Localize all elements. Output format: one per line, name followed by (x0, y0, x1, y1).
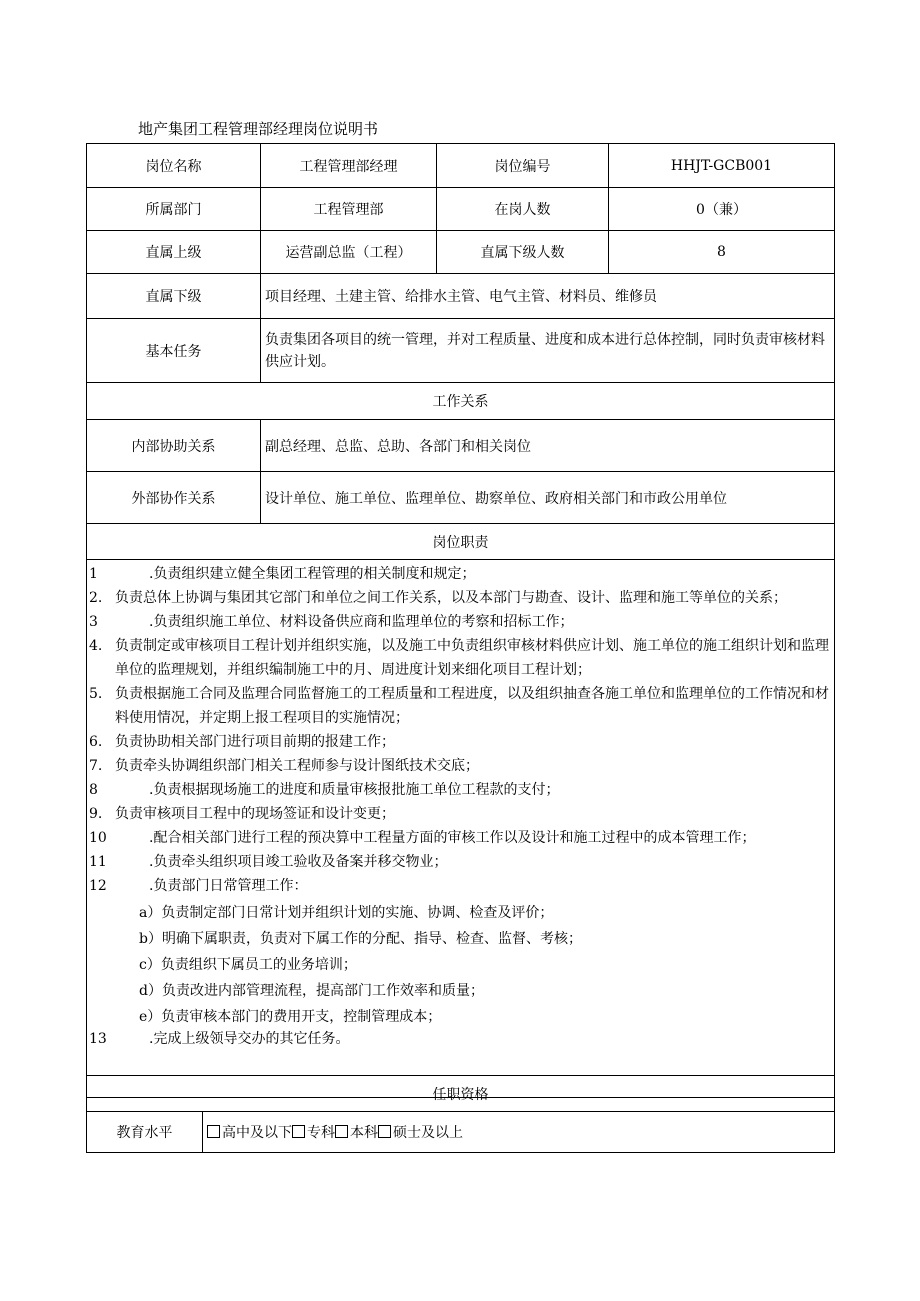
duty-number: 8 (89, 782, 98, 798)
relations-table (86, 382, 835, 524)
duty-item-13: 13 .完成上级领导交办的其它任务。 (89, 1031, 350, 1047)
duty-number: 12 (89, 878, 107, 894)
duty-text: 负责根据施工合同及监理合同监督施工的工程质量和工程进度，以及组织抽查各施工单位和监理单位的工作情况和材料使用情况，并定期上报工程项目的实施情况； (115, 686, 829, 726)
supervisor-value: 运营副总监（工程） (261, 231, 437, 274)
education-label: 教育水平 (87, 1112, 203, 1153)
duty-item (87, 682, 834, 730)
duty-text: 负责审核项目工程中的现场签证和设计变更； (115, 806, 395, 822)
duty-sub-item: d）负责改进内部管理流程，提高部门工作效率和质量； (139, 983, 484, 999)
position-code-label: 岗位编号 (437, 144, 609, 188)
basic-info-table (86, 143, 835, 383)
duty-item (87, 778, 834, 802)
headcount-label: 在岗人数 (437, 188, 609, 231)
subordinate-count-value: 8 (609, 231, 835, 274)
basic-task-value: 负责集团各项目的统一管理，并对工程质量、进度和成本进行总体控制，同时负责审核材料供应计划。 (261, 319, 835, 383)
education-option-label: 本科 (350, 1125, 378, 1141)
internal-relations-value: 副总经理、总监、总助、各部门和相关岗位 (261, 420, 835, 472)
duty-item (87, 634, 834, 682)
duty-number: 11 (89, 854, 107, 870)
education-option-label: 高中及以下 (222, 1125, 292, 1141)
education-checkbox[interactable] (335, 1125, 348, 1138)
duty-text: .负责组织施工单位、材料设备供应商和监理单位的考察和招标工作； (149, 614, 574, 630)
duty-number: 3 (89, 614, 98, 630)
duty-text: 负责协助相关部门进行项目前期的报建工作； (115, 734, 395, 750)
duty-item (87, 610, 834, 634)
duty-text: 负责总体上协调与集团其它部门和单位之间工作关系，以及本部门与勘查、设计、监理和施工等单位的关系； (115, 590, 787, 606)
qualification-table (86, 1075, 835, 1153)
supervisor-label: 直属上级 (87, 231, 261, 274)
education-checkbox[interactable] (292, 1125, 305, 1138)
relations-section-title: 工作关系 (87, 383, 835, 420)
duty-sub-item: b）明确下属职责，负责对下属工作的分配、指导、检查、监督、考核； (139, 931, 582, 947)
internal-relations-label: 内部协助关系 (87, 420, 261, 472)
qualification-section-title: 任职资格 (87, 1076, 835, 1112)
duty-number: 2. (89, 590, 103, 606)
subordinates-label: 直属下级 (87, 274, 261, 319)
duties-table (86, 523, 835, 1098)
duty-text: .负责组织建立健全集团工程管理的相关制度和规定； (149, 566, 476, 582)
duty-item (87, 850, 834, 874)
duties-section-title: 岗位职责 (87, 524, 835, 560)
duty-item (87, 874, 834, 898)
duty-item (87, 754, 834, 778)
subordinate-count-label: 直属下级人数 (437, 231, 609, 274)
duty-text: 负责牵头协调组织部门相关工程师参与设计图纸技术交底； (115, 758, 479, 774)
duties-list (87, 560, 835, 1098)
education-option-label: 专科 (307, 1125, 335, 1141)
position-name-value: 工程管理部经理 (261, 144, 437, 188)
duty-number: 6. (89, 734, 103, 750)
duty-text: .负责牵头组织项目竣工验收及备案并移交物业； (149, 854, 448, 870)
duty-sub-item: e）负责审核本部门的费用开支，控制管理成本； (139, 1009, 442, 1025)
duty-text: .配合相关部门进行工程的预决算中工程量方面的审核工作以及设计和施工过程中的成本管理工作； (149, 830, 756, 846)
education-option-label: 硕士及以上 (393, 1125, 463, 1141)
duty-number: 1 (89, 566, 98, 582)
education-checkbox[interactable] (207, 1125, 220, 1138)
duty-number: 4. (89, 638, 103, 654)
headcount-value: 0（兼） (609, 188, 835, 231)
duty-number: 5. (89, 686, 103, 702)
document-title: 地产集团工程管理部经理岗位说明书 (138, 120, 379, 138)
duty-item (87, 586, 834, 610)
duty-number: 10 (89, 830, 107, 846)
basic-task-label: 基本任务 (87, 319, 261, 383)
duty-sub-item: c）负责组织下属员工的业务培训； (139, 957, 357, 973)
duty-item (87, 730, 834, 754)
duty-text: .负责根据现场施工的进度和质量审核报批施工单位工程款的支付； (149, 782, 560, 798)
external-relations-value: 设计单位、施工单位、监理单位、勘察单位、政府相关部门和市政公用单位 (261, 472, 835, 524)
department-value: 工程管理部 (261, 188, 437, 231)
duty-item (87, 562, 834, 586)
duty-sub-item: a）负责制定部门日常计划并组织计划的实施、协调、检查及评价； (139, 905, 554, 921)
duty-number: 9. (89, 806, 103, 822)
position-code-value: HHJT-GCB001 (609, 144, 835, 188)
duty-text: .负责部门日常管理工作： (149, 878, 308, 894)
education-checkbox[interactable] (378, 1125, 391, 1138)
duty-number: 7. (89, 758, 103, 774)
department-label: 所属部门 (87, 188, 261, 231)
duty-item (87, 802, 834, 826)
education-options (203, 1112, 835, 1153)
external-relations-label: 外部协作关系 (87, 472, 261, 524)
duty-item (87, 826, 834, 850)
position-name-label: 岗位名称 (87, 144, 261, 188)
subordinates-value: 项目经理、土建主管、给排水主管、电气主管、材料员、维修员 (261, 274, 835, 319)
duty-text: 负责制定或审核项目工程计划并组织实施，以及施工中负责组织审核材料供应计划、施工单位的施工组织计划和监理单位的监理规划，并组织编制施工中的月、周进度计划来细化项目工程计划； (115, 638, 829, 678)
